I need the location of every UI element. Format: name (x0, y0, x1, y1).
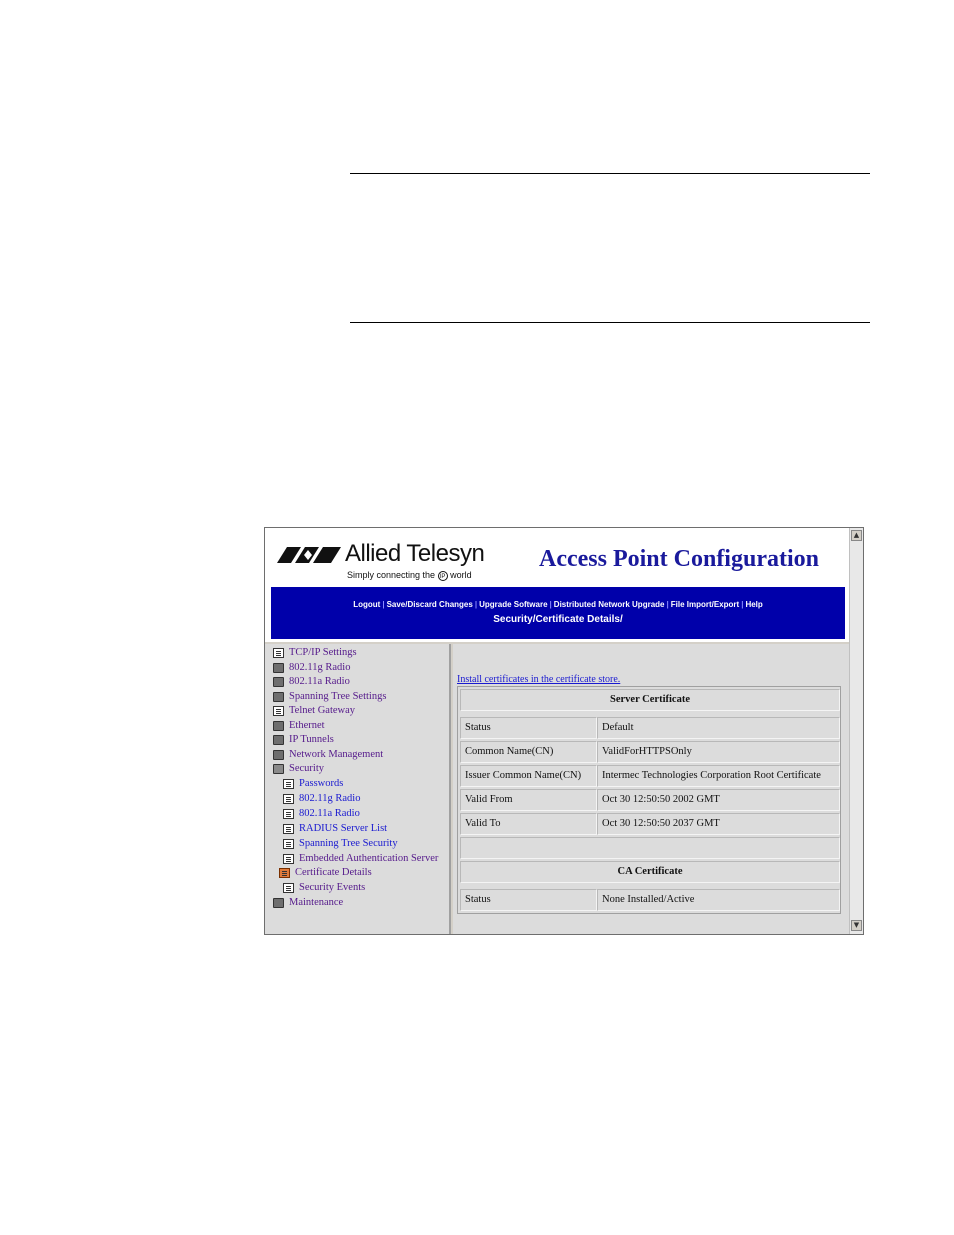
server-certificate-header-row (460, 689, 840, 711)
server-certificate-header: Server Certificate (460, 689, 840, 711)
spacer-row (460, 837, 840, 859)
nav-save-discard[interactable]: Save/Discard Changes (386, 600, 473, 609)
ip-circle-icon: IP (438, 571, 448, 581)
browser-window (264, 527, 864, 935)
row-value: Oct 30 12:50:50 2037 GMT (597, 813, 840, 835)
document-icon (283, 839, 294, 849)
table-row (460, 889, 840, 911)
table-row (460, 741, 840, 763)
nav-links: Logout | Save/Discard Changes | Upgrade Software | Distributed Network Upgrade | File Import/Export | Help (353, 600, 763, 609)
row-label: Issuer Common Name(CN) (460, 765, 597, 787)
logo-tagline-end: world (450, 570, 472, 580)
table-row (460, 717, 840, 739)
row-value: Intermec Technologies Corporation Root Certificate (597, 765, 840, 787)
row-value: Oct 30 12:50:50 2002 GMT (597, 789, 840, 811)
folder-icon (273, 750, 284, 760)
ca-certificate-header: CA Certificate (460, 861, 840, 883)
top-rule (350, 173, 870, 174)
row-value: None Installed/Active (597, 889, 840, 911)
table-row (460, 765, 840, 787)
row-label: Valid To (460, 813, 597, 835)
vertical-scrollbar[interactable] (849, 528, 863, 934)
folder-icon (273, 721, 284, 731)
table-row (460, 813, 840, 835)
row-value: Default (597, 717, 840, 739)
header-frame (265, 528, 849, 642)
breadcrumb: Security/Certificate Details/ (493, 614, 623, 625)
folder-icon (273, 692, 284, 702)
nav-upgrade-software[interactable]: Upgrade Software (479, 600, 548, 609)
document-icon (283, 779, 294, 789)
open-folder-icon (273, 764, 284, 774)
logo-tagline-start: Simply connecting the (347, 570, 436, 580)
certificate-table (457, 686, 841, 914)
document-icon (283, 854, 294, 864)
nav-logout[interactable]: Logout (353, 600, 381, 609)
document-icon (283, 883, 294, 893)
logo-tagline (347, 570, 472, 581)
folder-icon (273, 735, 284, 745)
document-icon (273, 706, 284, 716)
scroll-up-icon[interactable]: ▲ (851, 530, 862, 541)
app-title: Access Point Configuration (539, 546, 819, 572)
nav-help[interactable]: Help (745, 600, 763, 609)
row-label: Status (460, 717, 597, 739)
ca-certificate-header-row (460, 861, 840, 883)
sidebar-tree: TCP/IP Settings 802.11g Radio 802.11a Radio Spanning Tree Settings Telnet Gateway Ethernet IP Tunnels Network Management Security Passwords 802.11g Radio 802.11a Radio RADIUS Server List Spanning Tree Security Embedded Authentication Server Certificate Details Security Events Maintenance (265, 644, 451, 934)
install-certificates-link[interactable]: Install certificates in the certificate store. (457, 674, 621, 685)
folder-icon (273, 663, 284, 673)
document-icon (279, 868, 290, 878)
row-label: Valid From (460, 789, 597, 811)
document-icon (283, 824, 294, 834)
row-label: Status (460, 889, 597, 911)
document-icon (283, 794, 294, 804)
logo-wordmark: Allied Telesyn (345, 540, 485, 567)
table-row (460, 789, 840, 811)
content-pane (453, 644, 849, 934)
row-value: ValidForHTTPSOnly (597, 741, 840, 763)
row-label: Common Name(CN) (460, 741, 597, 763)
nav-bar (271, 587, 845, 639)
nav-distributed-upgrade[interactable]: Distributed Network Upgrade (553, 600, 665, 609)
folder-icon (273, 677, 284, 687)
nav-file-import-export[interactable]: File Import/Export (670, 600, 740, 609)
spacer-cell (460, 837, 840, 859)
logo-mark-icon (277, 544, 343, 564)
document-icon (273, 648, 284, 658)
document-icon (283, 809, 294, 819)
bottom-rule (350, 322, 870, 323)
folder-icon (273, 898, 284, 908)
allied-telesyn-logo (277, 542, 497, 584)
scroll-down-icon[interactable]: ▼ (851, 920, 862, 931)
